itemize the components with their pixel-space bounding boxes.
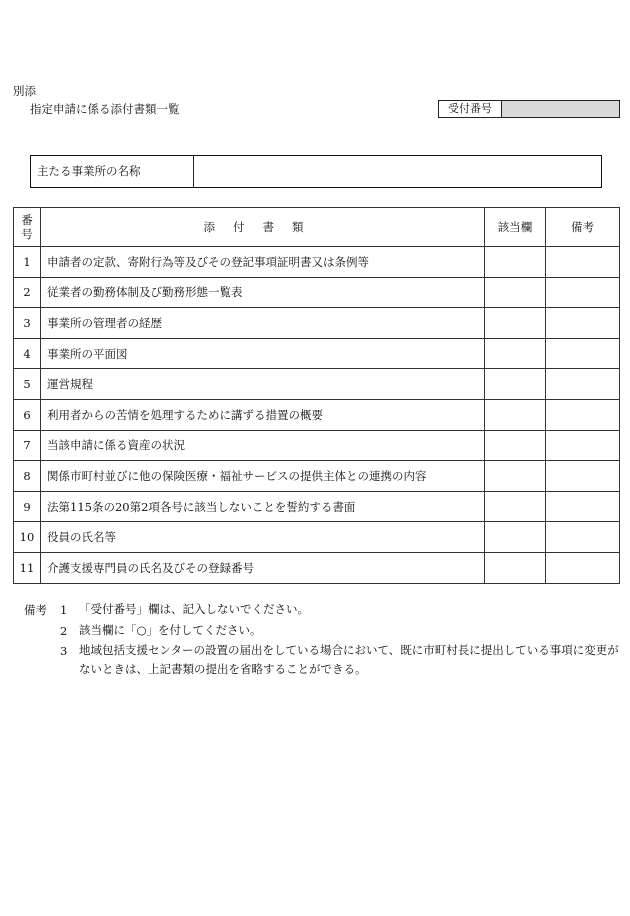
note-text: 該当欄に「○」を付してください。 [79, 623, 262, 637]
row-number: 2 [14, 277, 41, 308]
notes-label: 備考 [24, 603, 47, 617]
row-number: 7 [14, 430, 41, 461]
row-applicable-cell[interactable] [485, 247, 546, 278]
note-number: 2 [60, 624, 68, 638]
row-applicable-cell[interactable] [485, 491, 546, 522]
row-remarks-cell[interactable] [546, 461, 620, 492]
attachment-label: 別添 [13, 84, 36, 98]
receipt-number-box [438, 100, 620, 118]
row-number: 1 [14, 247, 41, 278]
row-remarks-cell[interactable] [546, 247, 620, 278]
row-remarks-cell[interactable] [546, 369, 620, 400]
table-row [14, 247, 620, 278]
note-number: 1 [60, 603, 68, 617]
row-document-name: 事業所の平面図 [41, 338, 485, 369]
row-remarks-cell[interactable] [546, 552, 620, 583]
row-applicable-cell[interactable] [485, 522, 546, 553]
row-number: 4 [14, 338, 41, 369]
row-document-name: 事業所の管理者の経歴 [41, 308, 485, 339]
row-applicable-cell[interactable] [485, 277, 546, 308]
row-document-name: 利用者からの苦情を処理するために講ずる措置の概要 [41, 399, 485, 430]
table-row [14, 491, 620, 522]
table-row [14, 461, 620, 492]
table-row [14, 277, 620, 308]
row-document-name: 法第115条の20第2項各号に該当しないことを誓約する書面 [41, 491, 485, 522]
table-row [14, 338, 620, 369]
row-document-name: 当該申請に係る資産の状況 [41, 430, 485, 461]
document-title: 指定申請に係る添付書類一覧 [30, 102, 180, 116]
row-remarks-cell[interactable] [546, 308, 620, 339]
row-number: 5 [14, 369, 41, 400]
header-applicable: 該当欄 [485, 208, 546, 247]
office-name-field[interactable] [194, 156, 601, 187]
row-applicable-cell[interactable] [485, 461, 546, 492]
row-remarks-cell[interactable] [546, 491, 620, 522]
header-documents: 添付書類 [41, 208, 485, 247]
office-name-label: 主たる事業所の名称 [31, 156, 194, 187]
row-applicable-cell[interactable] [485, 430, 546, 461]
table-row [14, 399, 620, 430]
header-number-text: 番 号 [21, 213, 33, 241]
row-remarks-cell[interactable] [546, 399, 620, 430]
row-number: 3 [14, 308, 41, 339]
row-number: 11 [14, 552, 41, 583]
row-document-name: 介護支援専門員の氏名及びその登録番号 [41, 552, 485, 583]
row-applicable-cell[interactable] [485, 308, 546, 339]
header-remarks: 備考 [546, 208, 620, 247]
header-number [14, 208, 41, 247]
row-remarks-cell[interactable] [546, 277, 620, 308]
row-document-name: 役員の氏名等 [41, 522, 485, 553]
row-number: 6 [14, 399, 41, 430]
note-text-content: 地域包括支援センターの設置の届出をしている場合において、既に市町村長に提出している事項に変更がないときは、上記書類の提出を省略することができる。 [79, 643, 619, 676]
receipt-number-field [502, 101, 619, 117]
note-text [79, 641, 619, 679]
table-row [14, 369, 620, 400]
row-document-name: 運営規程 [41, 369, 485, 400]
note-text: 「受付番号」欄は、記入しないでください。 [79, 602, 309, 616]
row-document-name: 関係市町村並びに他の保険医療・福祉サービスの提供主体との連携の内容 [41, 461, 485, 492]
row-applicable-cell[interactable] [485, 338, 546, 369]
table-header-row [14, 208, 620, 247]
table-row [14, 430, 620, 461]
row-applicable-cell[interactable] [485, 369, 546, 400]
table-row [14, 308, 620, 339]
row-remarks-cell[interactable] [546, 430, 620, 461]
receipt-number-label: 受付番号 [439, 101, 502, 117]
row-remarks-cell[interactable] [546, 338, 620, 369]
row-number: 8 [14, 461, 41, 492]
table-row [14, 552, 620, 583]
row-applicable-cell[interactable] [485, 399, 546, 430]
table-row [14, 522, 620, 553]
attachment-documents-table [13, 207, 620, 584]
office-name-box [30, 155, 602, 188]
row-document-name: 申請者の定款、寄附行為等及びその登記事項証明書又は条例等 [41, 247, 485, 278]
row-applicable-cell[interactable] [485, 552, 546, 583]
row-number: 10 [14, 522, 41, 553]
row-document-name: 従業者の勤務体制及び勤務形態一覧表 [41, 277, 485, 308]
row-number: 9 [14, 491, 41, 522]
row-remarks-cell[interactable] [546, 522, 620, 553]
note-number: 3 [60, 644, 68, 658]
